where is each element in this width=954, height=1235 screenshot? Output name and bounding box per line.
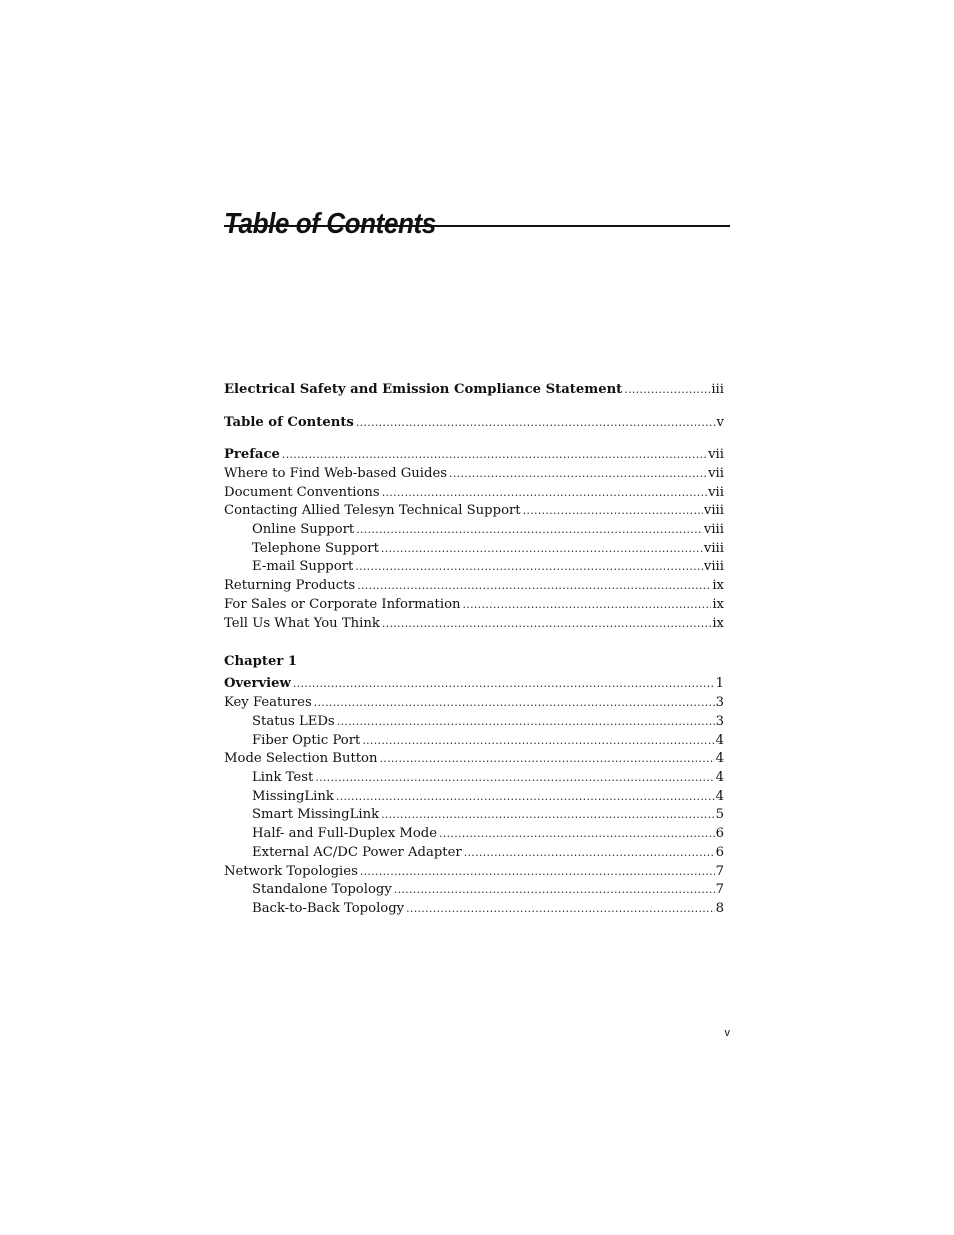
- toc-entry-table-of-contents[interactable]: [224, 413, 724, 432]
- toc-entry-title: Mode Selection Button: [224, 751, 378, 766]
- toc-entry-page: vii: [708, 466, 724, 481]
- dot-leader: [439, 824, 715, 843]
- toc-entry-safety-statement[interactable]: [224, 380, 724, 399]
- toc-entry-title: Back-to-Back Topology: [252, 901, 405, 916]
- toc-entry-title: Smart MissingLink: [252, 807, 380, 822]
- toc-entry-page: 3: [715, 695, 724, 710]
- toc-entry-page: 7: [715, 864, 724, 879]
- toc-entry-power-adapter[interactable]: [252, 843, 724, 862]
- toc-entry-title: Tell Us What You Think: [224, 616, 380, 631]
- toc-entry-page: ix: [712, 597, 724, 612]
- toc-entry-title: Where to Find Web-based Guides: [224, 466, 448, 481]
- toc-entry-title: Key Features: [224, 695, 312, 710]
- toc-entry-fiber-optic-port[interactable]: [252, 731, 724, 750]
- toc-entry-title: Returning Products: [224, 578, 356, 593]
- toc-entry-key-features[interactable]: [224, 693, 724, 712]
- dot-leader: [336, 787, 715, 806]
- dot-leader: [382, 614, 711, 633]
- toc-entry-title: Online Support: [252, 522, 355, 537]
- toc-entry-mode-selection-button[interactable]: [224, 749, 724, 768]
- toc-entry-page: ix: [712, 578, 724, 593]
- toc-entry-document-conventions[interactable]: [224, 483, 724, 502]
- toc-entry-page: 3: [715, 714, 724, 729]
- toc-entry-page: 4: [715, 789, 724, 804]
- toc-entry-page: 1: [715, 676, 724, 691]
- toc-entry-page: 8: [715, 901, 724, 916]
- dot-leader: [362, 731, 714, 750]
- dot-leader: [464, 843, 715, 862]
- dot-leader: [282, 445, 707, 464]
- toc-entry-page: viii: [703, 522, 724, 537]
- toc-entry-title: Standalone Topology: [252, 882, 392, 897]
- dot-leader: [357, 576, 711, 595]
- toc-entry-status-leds[interactable]: [252, 712, 724, 731]
- toc-entry-online-support[interactable]: [252, 520, 724, 539]
- dot-leader: [356, 520, 703, 539]
- toc-entry-title: MissingLink: [252, 789, 334, 804]
- toc-entry-page: vii: [708, 447, 724, 462]
- toc-entry-page: viii: [703, 559, 724, 574]
- dot-leader: [381, 805, 715, 824]
- dot-leader: [314, 693, 715, 712]
- toc-entry-overview[interactable]: [224, 674, 724, 693]
- toc-entry-telephone-support[interactable]: [252, 539, 724, 558]
- toc-entry-returning-products[interactable]: [224, 576, 724, 595]
- toc-entry-duplex-mode[interactable]: [252, 824, 724, 843]
- toc-entry-title: Half- and Full-Duplex Mode: [252, 826, 438, 841]
- toc-entry-standalone-topology[interactable]: [252, 880, 724, 899]
- toc-entry-page: 5: [715, 807, 724, 822]
- page-title: Table of Contents: [224, 208, 436, 241]
- dot-leader: [360, 862, 715, 881]
- dot-leader: [463, 595, 712, 614]
- dot-leader: [382, 483, 707, 502]
- toc-entry-title: Telephone Support: [252, 541, 379, 556]
- toc-entry-preface[interactable]: [224, 445, 724, 464]
- toc-entry-title: Contacting Allied Telesyn Technical Support: [224, 503, 521, 518]
- chapter-label: Chapter 1: [224, 654, 298, 669]
- toc-entry-page: ix: [712, 616, 724, 631]
- toc-entry-title: E-mail Support: [252, 559, 354, 574]
- toc-entry-sales-information[interactable]: [224, 595, 724, 614]
- toc-entry-title: External AC/DC Power Adapter: [252, 845, 462, 860]
- toc-entry-page: 7: [715, 882, 724, 897]
- toc-entry-title: Overview: [224, 676, 291, 691]
- toc-entry-page: viii: [703, 541, 724, 556]
- toc-entry-missinglink[interactable]: [252, 787, 724, 806]
- dot-leader: [337, 712, 715, 731]
- toc-entry-technical-support[interactable]: [224, 501, 724, 520]
- toc-entry-page: 4: [715, 770, 724, 785]
- toc-entry-title: Document Conventions: [224, 485, 380, 500]
- toc-entry-web-guides[interactable]: [224, 464, 724, 483]
- toc-entry-page: 6: [715, 845, 724, 860]
- dot-leader: [356, 413, 716, 432]
- dot-leader: [394, 880, 715, 899]
- toc-entry-title: Network Topologies: [224, 864, 358, 879]
- toc-entry-network-topologies[interactable]: [224, 862, 724, 881]
- dot-leader: [406, 899, 714, 918]
- toc-entry-email-support[interactable]: [252, 557, 724, 576]
- toc-entry-smart-missinglink[interactable]: [252, 805, 724, 824]
- dot-leader: [380, 749, 715, 768]
- toc-entry-tell-us[interactable]: [224, 614, 724, 633]
- dot-leader: [381, 539, 703, 558]
- toc-entry-title: Electrical Safety and Emission Compliance Statement: [224, 382, 623, 397]
- page-number: v: [724, 1027, 730, 1039]
- toc-entry-title: Status LEDs: [252, 714, 335, 729]
- dot-leader: [624, 380, 710, 399]
- toc-entry-page: viii: [703, 503, 724, 518]
- toc-entry-page: iii: [711, 382, 724, 397]
- toc-entry-page: 6: [715, 826, 724, 841]
- toc-entry-page: 4: [715, 733, 724, 748]
- dot-leader: [449, 464, 707, 483]
- dot-leader: [355, 557, 703, 576]
- toc-entry-title: Link Test: [252, 770, 314, 785]
- title-rule: [224, 225, 730, 227]
- toc-entry-link-test[interactable]: [252, 768, 724, 787]
- dot-leader: [523, 501, 703, 520]
- toc-entry-title: For Sales or Corporate Information: [224, 597, 461, 612]
- toc-entry-page: v: [716, 415, 724, 430]
- toc-entry-page: vii: [708, 485, 724, 500]
- toc-entry-title: Preface: [224, 447, 280, 462]
- toc-entry-page: 4: [715, 751, 724, 766]
- toc-entry-title: Table of Contents: [224, 415, 354, 430]
- toc-entry-title: Fiber Optic Port: [252, 733, 361, 748]
- dot-leader: [315, 768, 714, 787]
- toc-entry-back-to-back-topology[interactable]: [252, 899, 724, 918]
- dot-leader: [293, 674, 715, 693]
